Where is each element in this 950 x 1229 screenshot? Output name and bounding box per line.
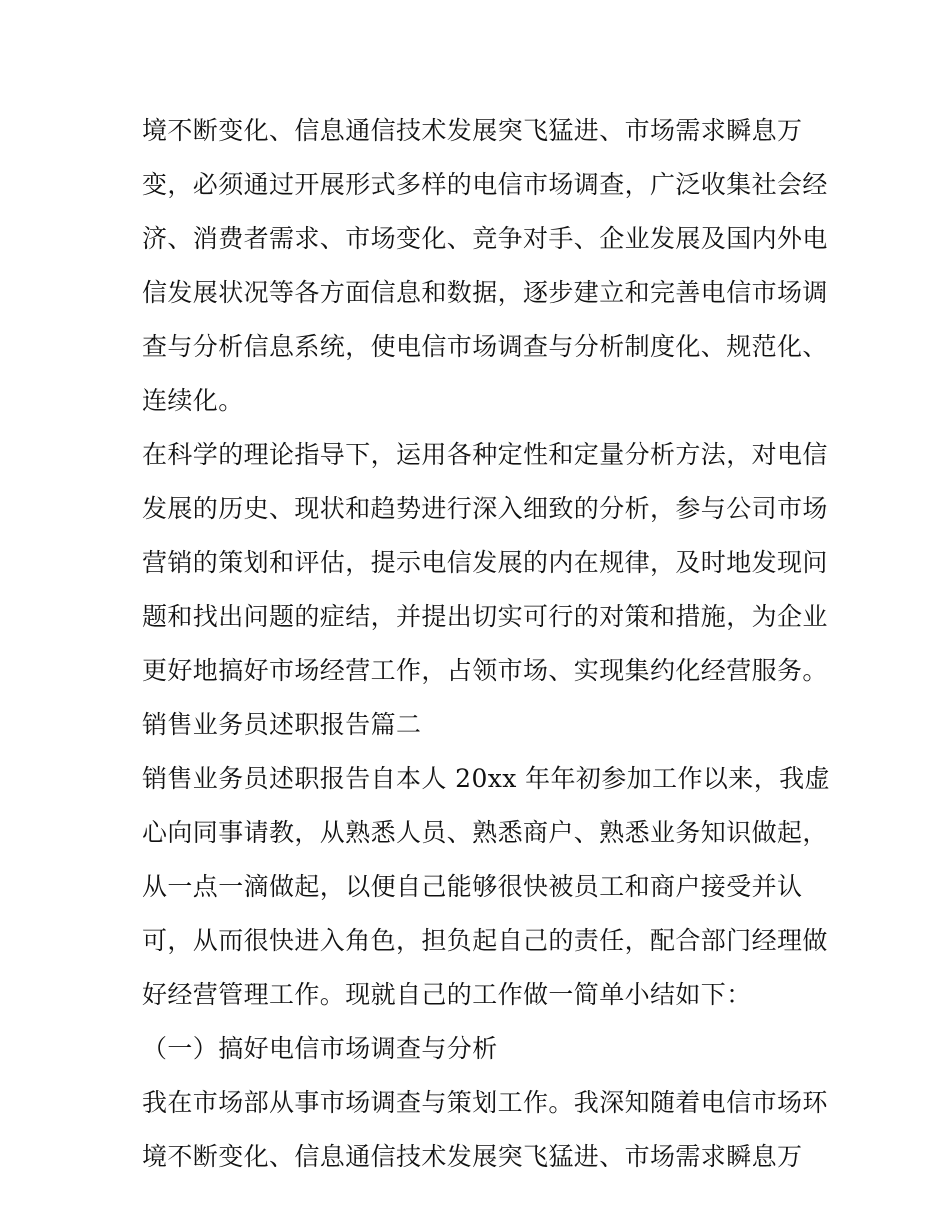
- text-line: 可，从而很快进入角色，担负起自己的责任，配合部门经理做: [142, 926, 828, 955]
- text-line: 心向同事请教，从熟悉人员、熟悉商户、熟悉业务知识做起，: [142, 818, 828, 847]
- text-line: 连续化。: [142, 386, 244, 415]
- text-line: 从一点一滴做起，以便自己能够很快被员工和商户接受并认: [142, 872, 803, 901]
- text-line: 在科学的理论指导下，运用各种定性和定量分析方法，对电信: [142, 440, 828, 469]
- text-line: 济、消费者需求、市场变化、竞争对手、企业发展及国内外电: [142, 224, 828, 253]
- text-line: 变，必须通过开展形式多样的电信市场调查，广泛收集社会经: [142, 170, 828, 199]
- text-line: 境不断变化、信息通信技术发展突飞猛进、市场需求瞬息万: [142, 116, 803, 145]
- text-line: 信发展状况等各方面信息和数据，逐步建立和完善电信市场调: [142, 278, 828, 307]
- text-line: 境不断变化、信息通信技术发展突飞猛进、市场需求瞬息万: [142, 1142, 803, 1171]
- text-line: 题和找出问题的症结，并提出切实可行的对策和措施，为企业: [142, 602, 828, 631]
- document-body: [142, 104, 830, 1184]
- text-line: 我在市场部从事市场调查与策划工作。我深知随着电信市场环: [142, 1088, 828, 1117]
- text-line: 销售业务员述职报告自本人 20xx 年年初参加工作以来，我虚: [142, 764, 830, 793]
- section-heading: 销售业务员述职报告篇二: [142, 710, 422, 739]
- text-line: 营销的策划和评估，提示电信发展的内在规律，及时地发现问: [142, 548, 828, 577]
- subsection-heading: （一）搞好电信市场调查与分析: [142, 1034, 498, 1063]
- text-line: 好经营管理工作。现就自己的工作做一简单小结如下：: [142, 980, 752, 1009]
- text-line: 发展的历史、现状和趋势进行深入细致的分析，参与公司市场: [142, 494, 828, 523]
- text-line: 更好地搞好市场经营工作，占领市场、实现集约化经营服务。: [142, 656, 828, 685]
- text-line: 查与分析信息系统，使电信市场调查与分析制度化、规范化、: [142, 332, 828, 361]
